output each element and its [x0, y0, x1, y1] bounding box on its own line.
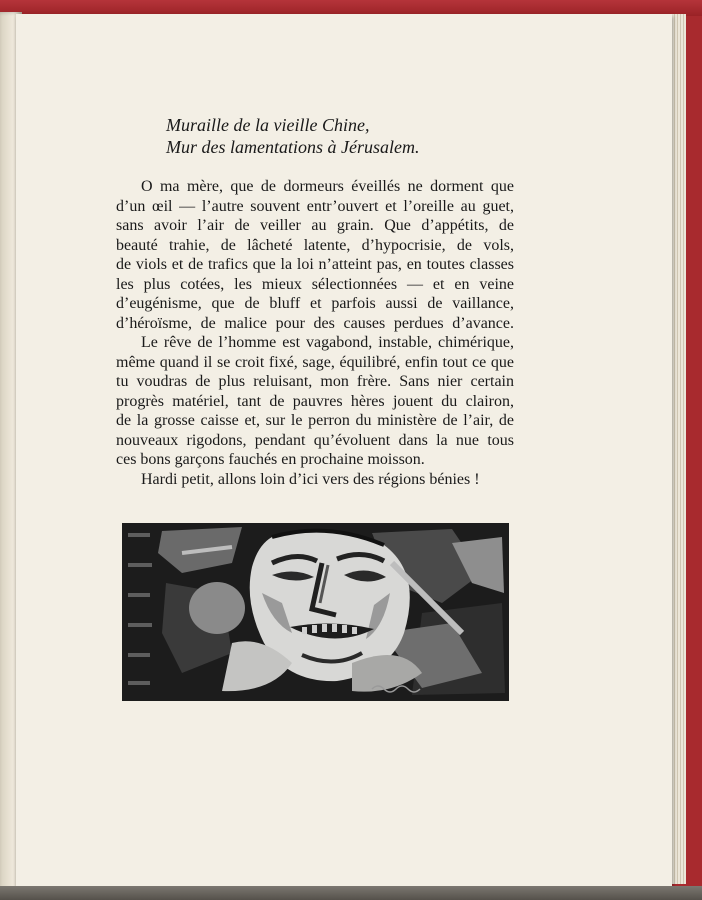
body-line: même quand il se croit fixé, sage, équilibré, enfin tout ce que	[116, 353, 514, 371]
body-line: d’eugénisme, que de bluff et parfois aussi de vaillance,	[116, 295, 514, 312]
body-line: nouveaux rigodons, pendant qu’évoluent dans la nue tous	[116, 431, 514, 449]
body-line: d’héroïsme, de malice pour des causes perdues d’avance.	[116, 314, 514, 332]
body-text	[116, 177, 514, 489]
woodcut-illustration	[122, 523, 509, 701]
body-line: les plus cotées, les mieux sélectionnées — et en veine	[116, 275, 514, 293]
body-line: ces bons garçons fauchés en prochaine moisson.	[116, 451, 425, 468]
body-line: beauté trahie, de lâcheté latente, d’hypocrisie, de vols,	[116, 236, 514, 254]
body-line: d’un œil — l’autre souvent entr’ouvert et l’oreille au guet,	[116, 197, 514, 215]
body-line: O ma mère, que de dormeurs éveillés ne dorment que	[141, 178, 514, 195]
body-line: Hardi petit, allons loin d’ici vers des régions bénies !	[141, 470, 480, 488]
face-woodcut-image	[122, 523, 509, 701]
body-line: progrès matériel, tant de pauvres hères jouent du clairon,	[116, 392, 514, 410]
heading-line-1: Muraille de la vieille Chine,	[166, 115, 370, 135]
heading-line-2: Mur des lamentations à Jérusalem.	[166, 137, 420, 157]
body-line: Le rêve de l’homme est vagabond, instable, chimérique,	[141, 334, 514, 351]
body-line: de viols et de trafics que la loi n’atteint pas, en toutes classes	[116, 256, 514, 273]
body-line: tu voudras de plus reluisant, mon frère. Sans nier certain	[116, 373, 514, 390]
body-line: sans avoir l’air de veiller au grain. Que d’appétits, de	[116, 217, 514, 234]
shelf-surface	[0, 886, 702, 900]
poem-heading	[166, 114, 419, 158]
body-line: de la grosse caisse et, sur le perron du ministère de l’air, de	[116, 412, 514, 429]
